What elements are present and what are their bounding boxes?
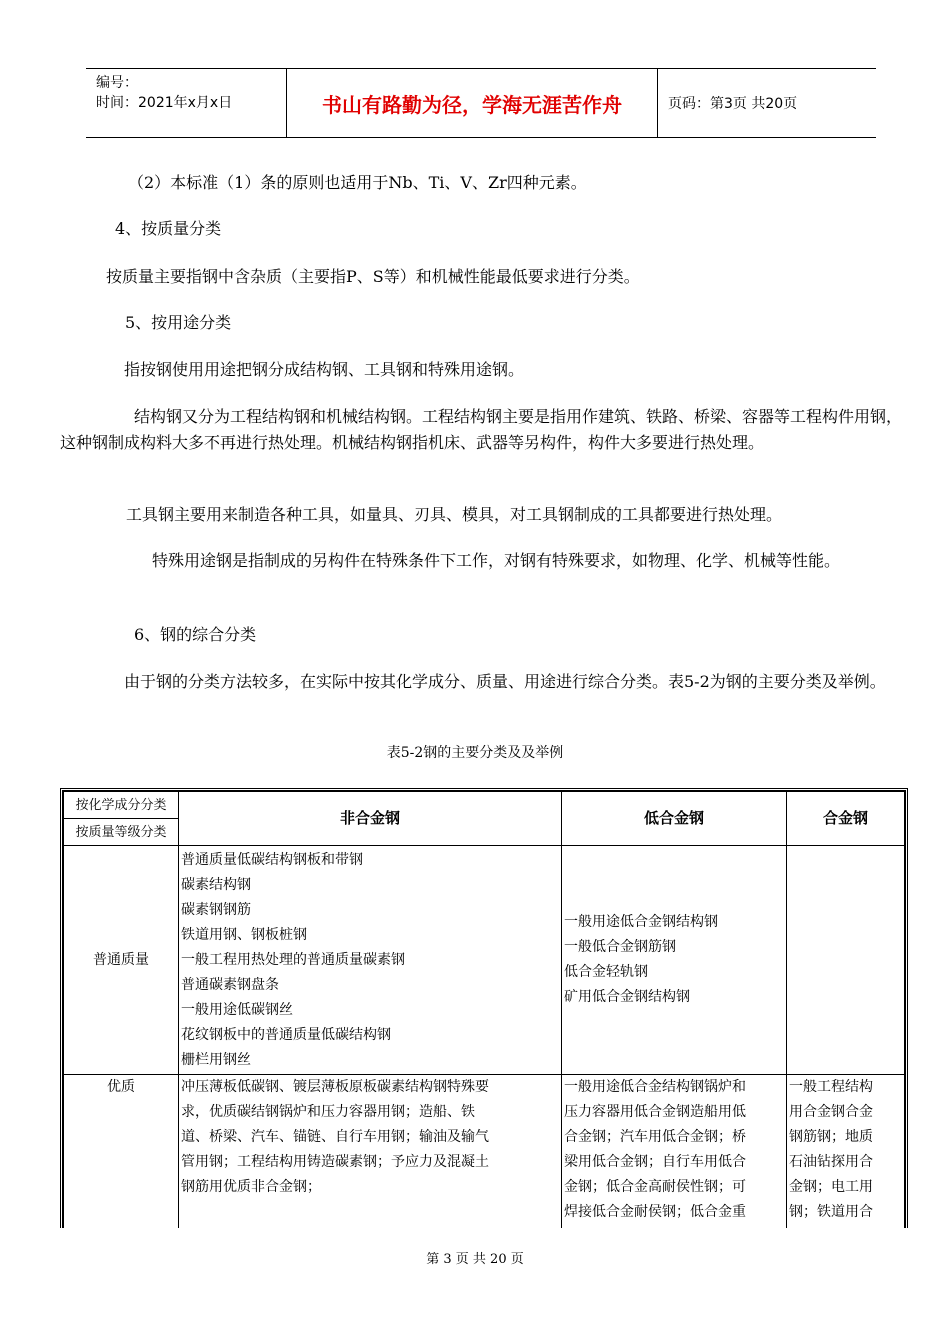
paragraph-3: 指按钢使用用途把钢分成结构钢、工具钢和特殊用途钢。 — [124, 360, 525, 379]
cell-line: 金钢；电工用 — [789, 1179, 873, 1195]
paragraph-1: （2）本标准（1）条的原则也适用于Nb、Ti、V、Zr四种元素。 — [128, 173, 587, 192]
cell-quality-lowalloy — [562, 1075, 787, 1229]
col-header-alloy: 合金钢 — [787, 792, 905, 846]
cell-line: 低合金轻轨钢 — [564, 964, 648, 980]
row-label-quality: 优质 — [64, 1075, 179, 1229]
cell-line: 合金钢；汽车用低合金钢；桥 — [564, 1129, 746, 1145]
cell-ordinary-nonalloy — [179, 846, 562, 1075]
cell-line: 梁用低合金钢；自行车用低合 — [564, 1154, 746, 1170]
corner-quality-label: 按质量等级分类 — [64, 819, 179, 846]
cell-line: 金钢；低合金高耐侯性钢；可 — [564, 1179, 746, 1195]
document-time-label: 时间：2021年x月x日 — [96, 95, 233, 111]
cell-ordinary-alloy — [787, 846, 905, 1075]
cell-line: 用合金钢合金 — [789, 1104, 873, 1120]
classification-table — [60, 788, 908, 1228]
cell-line: 铁道用钢、钢板桩钢 — [181, 926, 307, 943]
cell-quality-alloy — [787, 1075, 905, 1229]
cell-line: 冲压薄板低碳钢、镀层薄板原板碳素结构钢特殊要 — [181, 1079, 489, 1095]
cell-line: 普通质量低碳结构钢板和带钢 — [181, 851, 363, 868]
page-footer: 第 3 页 共 20 页 — [426, 1252, 524, 1267]
table-caption: 表5-2钢的主要分类及及举例 — [386, 745, 564, 761]
document-number-label: 编号： — [96, 75, 138, 91]
cell-line: 石油钻探用合 — [789, 1154, 873, 1170]
cell-line: 钢筋钢；地质 — [789, 1129, 873, 1145]
cell-line: 栅栏用钢丝 — [181, 1051, 251, 1068]
col-header-lowalloy: 低合金钢 — [562, 792, 787, 846]
row-label-ordinary: 普通质量 — [64, 846, 179, 1075]
cell-line: 压力容器用低合金钢造船用低 — [564, 1104, 746, 1120]
cell-line: 钢；铁道用合 — [789, 1204, 873, 1220]
cell-line: 一般低合金钢筋钢 — [564, 939, 676, 955]
corner-chemical-label: 按化学成分分类 — [64, 792, 179, 819]
paragraph-5: 工具钢主要用来制造各种工具，如量具、刃具、模具，对工具钢制成的工具都要进行热处理。 — [126, 505, 783, 524]
heading-6: 6、钢的综合分类 — [134, 625, 257, 644]
cell-quality-nonalloy — [179, 1075, 562, 1229]
cell-line: 道、桥梁、汽车、锚链、自行车用钢；输油及输气 — [181, 1129, 489, 1145]
header-page-label: 页码：第3页 共20页 — [668, 96, 798, 112]
col-header-nonalloy: 非合金钢 — [179, 792, 562, 846]
paragraph-6: 特殊用途钢是指制成的另构件在特殊条件下工作，对钢有特殊要求，如物理、化学、机械等性能。 — [152, 551, 841, 570]
cell-line: 钢筋用优质非合金钢； — [181, 1179, 321, 1195]
cell-line: 一般用途低碳钢丝 — [181, 1001, 293, 1018]
heading-5: 5、按用途分类 — [125, 313, 232, 332]
cell-line: 碳素钢钢筋 — [181, 901, 251, 918]
cell-line: 一般用途低合金结构钢锅炉和 — [564, 1079, 746, 1095]
table-row — [64, 1075, 905, 1229]
table-row — [64, 846, 905, 1075]
header-meta — [86, 69, 286, 137]
cell-ordinary-lowalloy — [562, 846, 787, 1075]
cell-line: 普通碳素钢盘条 — [181, 976, 279, 993]
paragraph-4: 结构钢又分为工程结构钢和机械结构钢。工程结构钢主要是指用作建筑、铁路、桥梁、容器等工程构件用钢，这种钢制成构料大多不再进行热处理。机械结构钢指机床、武器等另构件，构件大多要进行热处理。 — [60, 407, 903, 452]
paragraph-2: 按质量主要指钢中含杂质（主要指P、S等）和机械性能最低要求进行分类。 — [106, 267, 640, 286]
cell-line: 管用钢；工程结构用铸造碳素钢；予应力及混凝土 — [181, 1154, 489, 1170]
paragraph-7: 由于钢的分类方法较多，在实际中按其化学成分、质量、用途进行综合分类。表5-2为钢的主要分类及举例。 — [124, 672, 886, 691]
cell-line: 花纹钢板中的普通质量低碳结构钢 — [181, 1026, 391, 1043]
cell-line: 碳素结构钢 — [181, 876, 251, 893]
cell-line: 焊接低合金耐侯钢；低合金重 — [564, 1204, 746, 1220]
heading-4: 4、按质量分类 — [115, 219, 222, 238]
cell-line: 矿用低合金钢结构钢 — [564, 989, 690, 1005]
header-motto: 书山有路勤为径，学海无涯苦作舟 — [286, 69, 658, 137]
cell-line: 求，优质碳结钢锅炉和压力容器用钢；造船、铁 — [181, 1104, 475, 1120]
cell-line: 一般工程用热处理的普通质量碳素钢 — [181, 951, 405, 968]
page-header — [86, 68, 876, 138]
cell-line: 一般用途低合金钢结构钢 — [564, 914, 718, 930]
cell-line: 一般工程结构 — [789, 1079, 873, 1095]
